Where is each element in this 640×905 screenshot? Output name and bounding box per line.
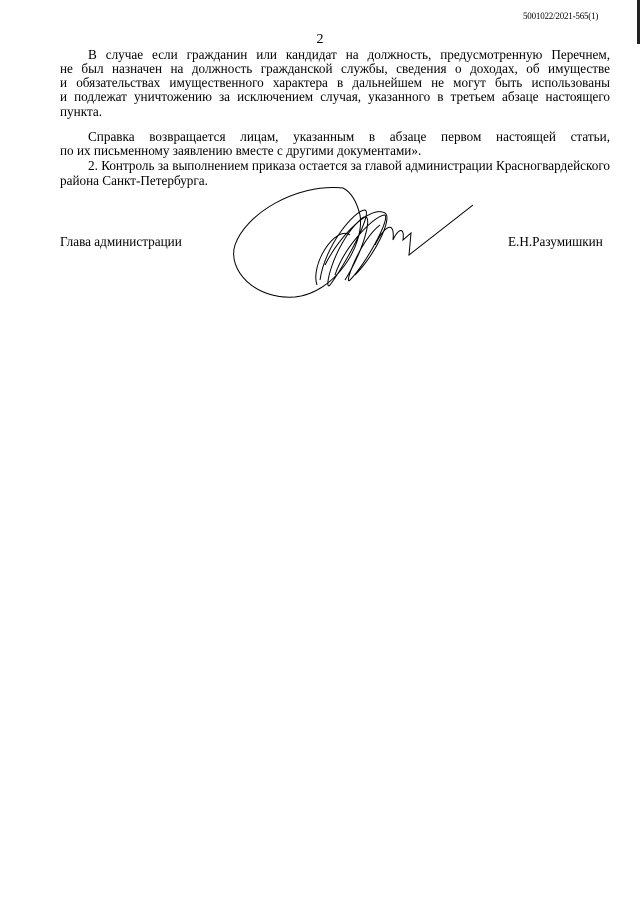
- handwritten-signature: [225, 185, 475, 305]
- text-line: района Санкт-Петербурга.: [60, 173, 208, 188]
- signatory-name: Е.Н.Разумишкин: [508, 234, 603, 249]
- signatory-position: Глава администрации: [60, 234, 182, 249]
- text-line: Справка возвращается лицам, указанным в абзаце первом настоящей статьи,: [88, 129, 610, 144]
- document-number: 5001022/2021-565(1): [523, 11, 599, 21]
- text-line: пункта.: [60, 104, 103, 119]
- text-line: не был назначен на должность гражданской службы, сведения о доходах, об имуществе: [60, 61, 610, 76]
- text-line: по их письменному заявлению вместе с другими документами».: [60, 143, 422, 158]
- text-line: и подлежат уничтожению за исключением случая, указанного в третьем абзаце настоящего: [60, 89, 610, 104]
- text-line: и обязательствах имущественного характера в дальнейшем не могут быть использованы: [60, 75, 610, 90]
- text-line: 2. Контроль за выполнением приказа остается за главой администрации Красногвардейского: [88, 158, 610, 173]
- page-number: 2: [316, 32, 324, 47]
- text-line: В случае если гражданин или кандидат на должность, предусмотренную Перечнем,: [88, 47, 610, 62]
